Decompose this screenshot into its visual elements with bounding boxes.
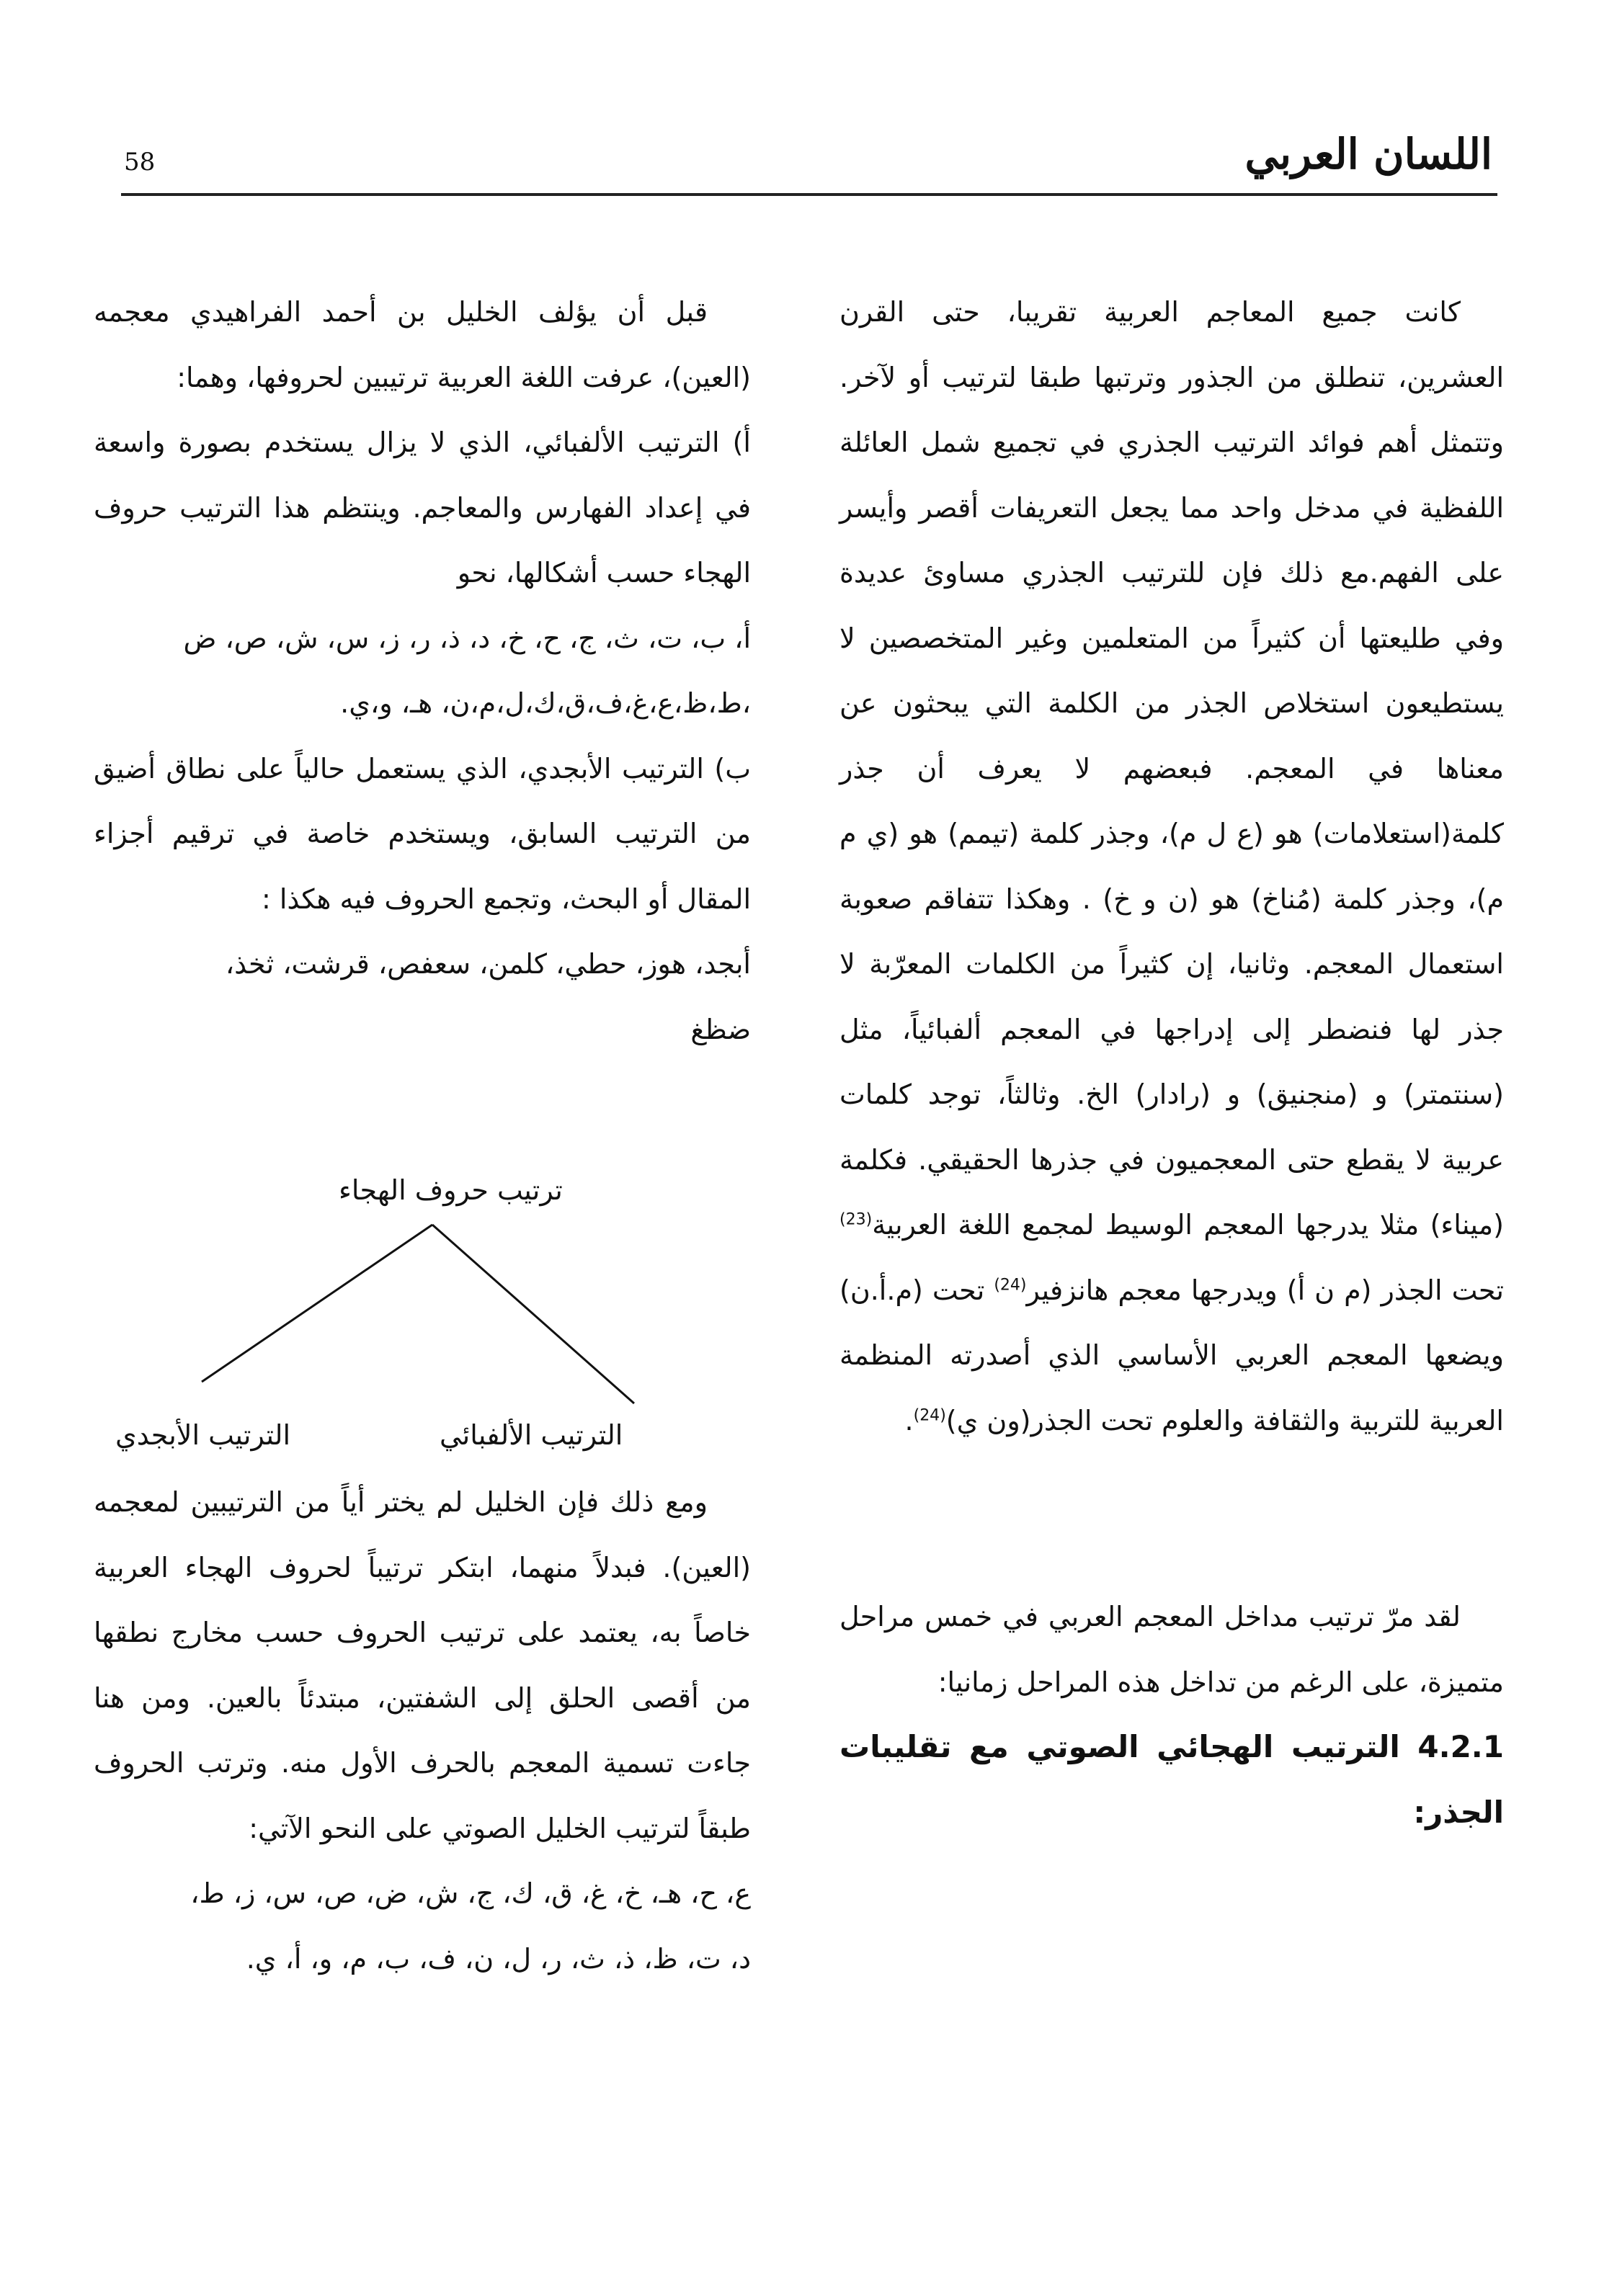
tree-root-label: ترتيب حروف الهجاء (339, 1174, 563, 1206)
right-paragraph-2: لقد مرّ ترتيب مداخل المعجم العربي في خمس مراحل متميزة، على الرغم من تداخل هذه المراحل زمانيا: (839, 1601, 1504, 1698)
alphabet-line-2: ،ط،ظ،ع،غ،ف،ق،ك،ل،م،ن، هـ، و،ي. (340, 687, 751, 719)
right-paragraph-1-text-b: تحت الجذر (م ن أ) ويدرجها معجم هانزفير (1026, 1274, 1504, 1306)
tree-branch-right-line (432, 1225, 634, 1403)
journal-title-logo: اللسان العربي (1244, 130, 1492, 179)
left-paragraph-2: أ) الترتيب الألفبائي، الذي لا يزال يستخدم بصورة واسعة في إعداد الفهارس والمعاجم. وينتظم هذا الترتيب حروف الهجاء حسب أشكالها، نحو (94, 426, 751, 589)
ordering-tree-diagram (86, 1174, 764, 1477)
left-paragraph-4: ومع ذلك فإن الخليل لم يختر أياً من الترتيبين لمعجمه (العين). فبدلاً منهما، ابتكر ترتيباً لحروف الهجاء العربية خاصاً به، يعتمد على ترتيب الحروف حسب مخارج نطقها من أقصى الحلق إلى الشفتين، مبتدئاً بالعين. ومن هنا جاءت تسمية المعجم بالحرف الأول منه. وترتب الحروف طبقاً لترتيب الخليل الصوتي على النحو الآتي: (94, 1486, 751, 1844)
tree-branch-abjad-label: الترتيب الأبجدي (115, 1419, 291, 1451)
page-number: 58 (124, 148, 156, 177)
header-rule (121, 193, 1497, 196)
footnote-ref-23: (23) (839, 1210, 873, 1229)
tree-branch-left-line (202, 1225, 432, 1382)
right-paragraph-1-text: كانت جميع المعاجم العربية تقريبا، حتى القرن العشرين، تنطلق من الجذور وترتبها طبقا لترتيب أو لآخر. وتتمثل أهم فوائد الترتيب الجذري في تجميع شمل العائلة اللفظية في مدخل واحد مما يجعل التعريفات أقصر وأيسر على الفهم.مع ذلك فإن للترتيب الجذري مساوئ عديدة وفي طليعتها أن كثيراً من المتعلمين وغير المتخصصين لا يستطيعون استخلاص الجذر من الكلمة التي يبحثون عن معناها في المعجم. فبعضهم لا يعرف أن جذر كلمة(استعلامات) هو (ع ل م)، وجذر كلمة (تيمم) هو (ي م م)، وجذر كلمة (مُناخ) هو (ن و خ) . وهكذا تتفاقم صعوبة استعمال المعجم. وثانيا، إن كثيراً من الكلمات المعرّبة لا جذر لها فنضطر إلى إدراجها في المعجم ألفبائياً، مثل (سنتمتر) و (منجنيق) و (رادار) الخ. وثالثاً، توجد كلمات عربية لا يقطع حتى المعجميون في جذرها الحقيقي. فكلمة (ميناء) مثلا يدرجها المعجم الوسيط لمجمع اللغة العربية (839, 296, 1504, 1241)
right-paragraph-1 (839, 280, 1504, 1453)
left-column-upper (94, 280, 751, 1062)
footnote-ref-24b: (24) (913, 1406, 946, 1424)
khalil-order-line-2: د، ت، ظ، ذ، ث، ر، ل، ن، ف، ب، م، و، أ، ي. (246, 1942, 751, 1975)
footnote-ref-24a: (24) (994, 1275, 1027, 1294)
section-heading: 4.2.1 الترتيب الهجائي الصوتي مع تقليبات الجذر: (839, 1729, 1504, 1830)
right-column (839, 280, 1504, 1845)
khalil-order-line-1: ع، ح، هـ، خ، غ، ق، ك، ج، ش، ض، ص، س، ز، ط، (190, 1877, 751, 1909)
left-column-lower (94, 1470, 751, 1991)
right-paragraph-1-text-c: تحت (م.أ.ن) ويضعها المعجم العربي الأساسي الذي أصدرته المنظمة العربية للتربية والثقافة والعلوم تحت الجذر(ون ي) (839, 1274, 1504, 1437)
right-paragraph-1-end: . (904, 1404, 914, 1437)
tree-branch-alphabetical-label: الترتيب الألفبائي (440, 1419, 623, 1451)
abjad-line-1: أبجد، هوز، حطي، كلمن، سعفص، قرشت، ثخذ، (225, 948, 751, 980)
abjad-line-2: ضظغ (690, 1013, 751, 1045)
left-paragraph-3: ب) الترتيب الأبجدي، الذي يستعمل حالياً على نطاق أضيق من الترتيب السابق، ويستخدم خاصة في ترقيم أجزاء المقال أو البحث، وتجمع الحروف فيه هكذا : (94, 752, 751, 915)
alphabet-line-1: أ، ب، ت، ث، ج، ح، خ، د، ذ، ر، ز، س، ش، ص، ض (183, 622, 751, 654)
left-paragraph-1: قبل أن يؤلف الخليل بن أحمد الفراهيدي معجمه (العين)، عرفت اللغة العربية ترتيبين لحروفها، وهما: (94, 296, 751, 393)
